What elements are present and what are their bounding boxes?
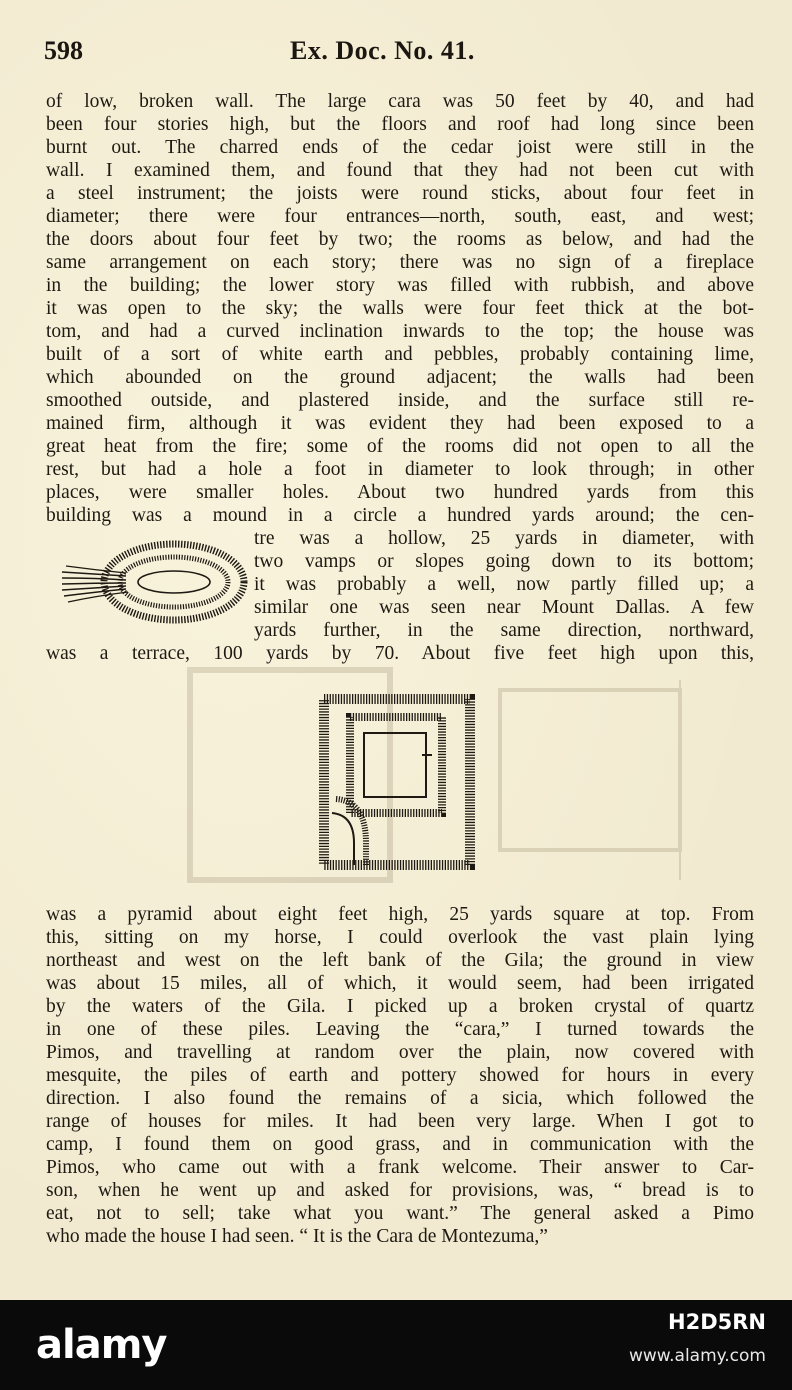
page-header <box>0 36 792 76</box>
text-line: tom, and had a curved inclination inwards to the top; the house was <box>46 321 754 342</box>
ruin-floor-plan-illustration <box>318 693 476 871</box>
text-line: the doors about four feet by two; the rooms as below, and had the <box>46 229 754 250</box>
text-line: of low, broken wall. The large cara was 50 feet by 40, and had <box>46 91 754 112</box>
text-line: it was probably a well, now partly filled up; a <box>254 574 754 595</box>
text-line: in the building; the lower story was filled with rubbish, and above <box>46 275 754 296</box>
image-code: H2D5RN <box>668 1310 766 1334</box>
text-line: which abounded on the ground adjacent; the walls had been <box>46 367 754 388</box>
text-line: tre was a hollow, 25 yards in diameter, with <box>254 528 754 549</box>
text-line: eat, not to sell; take what you want.” The general asked a Pimo <box>46 1203 754 1224</box>
paragraph-bottom <box>46 903 754 1248</box>
text-line: rest, but had a hole a foot in diameter to look through; in other <box>46 459 754 480</box>
text-line: was a pyramid about eight feet high, 25 yards square at top. From <box>46 904 754 925</box>
text-line: was about 15 miles, all of which, it would seem, had been irrigated <box>46 973 754 994</box>
text-line: it was open to the sky; the walls were four feet thick at the bot- <box>46 298 754 319</box>
watermark-url: www.alamy.com <box>628 1346 766 1366</box>
text-line: son, when he went up and asked for provisions, was, “ bread is to <box>46 1180 754 1201</box>
text-line: two vamps or slopes going down to its bottom; <box>254 551 754 572</box>
paragraph-wrap <box>254 527 754 642</box>
text-line: a steel instrument; the joists were round sticks, about four feet in <box>46 183 754 204</box>
text-line: great heat from the fire; some of the rooms did not open to all the <box>46 436 754 457</box>
text-line: by the waters of the Gila. I picked up a broken crystal of quartz <box>46 996 754 1017</box>
text-line: who made the house I had seen. “ It is the Cara de Montezuma,” <box>46 1226 548 1247</box>
text-line: Pimos, who came out with a frank welcome. Their answer to Car- <box>46 1157 754 1178</box>
text-line: range of houses for miles. It had been very large. When I got to <box>46 1111 754 1132</box>
mound-illustration <box>56 540 248 628</box>
alamy-logo: alamy <box>36 1322 167 1368</box>
running-head: Ex. Doc. No. 41. <box>290 36 475 65</box>
text-line: same arrangement on each story; there was no sign of a fireplace <box>46 252 754 273</box>
text-line: this, sitting on my horse, I could overlook the vast plain lying <box>46 927 754 948</box>
stock-watermark-bar <box>0 1300 792 1390</box>
text-line: diameter; there were four entrances—north, south, east, and west; <box>46 206 754 227</box>
paragraph-top <box>46 90 754 527</box>
text-line: in one of these piles. Leaving the “cara,” I turned towards the <box>46 1019 754 1040</box>
text-line: smoothed outside, and plastered inside, and the surface still re- <box>46 390 754 411</box>
text-line: wall. I examined them, and found that they had not been cut with <box>46 160 754 181</box>
text-line: mained firm, although it was evident they had been exposed to a <box>46 413 754 434</box>
text-line: burnt out. The charred ends of the cedar joist were still in the <box>46 137 754 158</box>
text-line: camp, I found them on good grass, and in communication with the <box>46 1134 754 1155</box>
page-number: 598 <box>44 36 83 65</box>
text-line: built of a sort of white earth and pebbles, probably containing lime, <box>46 344 754 365</box>
text-line: yards further, in the same direction, northward, <box>254 620 754 641</box>
text-line: Pimos, and travelling at random over the plain, now covered with <box>46 1042 754 1063</box>
text-line: places, were smaller holes. About two hundred yards from this <box>46 482 754 503</box>
text-line: been four stories high, but the floors and roof had long since been <box>46 114 754 135</box>
text-line: similar one was seen near Mount Dallas. A few <box>254 597 754 618</box>
text-line: building was a mound in a circle a hundred yards around; the cen- <box>46 505 754 526</box>
text-line: was a terrace, 100 yards by 70. About five feet high upon this, <box>46 643 754 664</box>
text-line: northeast and west on the left bank of the Gila; the ground in view <box>46 950 754 971</box>
paragraph-after-wrap <box>46 642 754 665</box>
text-line: mesquite, the piles of earth and pottery showed for hours in every <box>46 1065 754 1086</box>
text-line: direction. I also found the remains of a sicia, which followed the <box>46 1088 754 1109</box>
